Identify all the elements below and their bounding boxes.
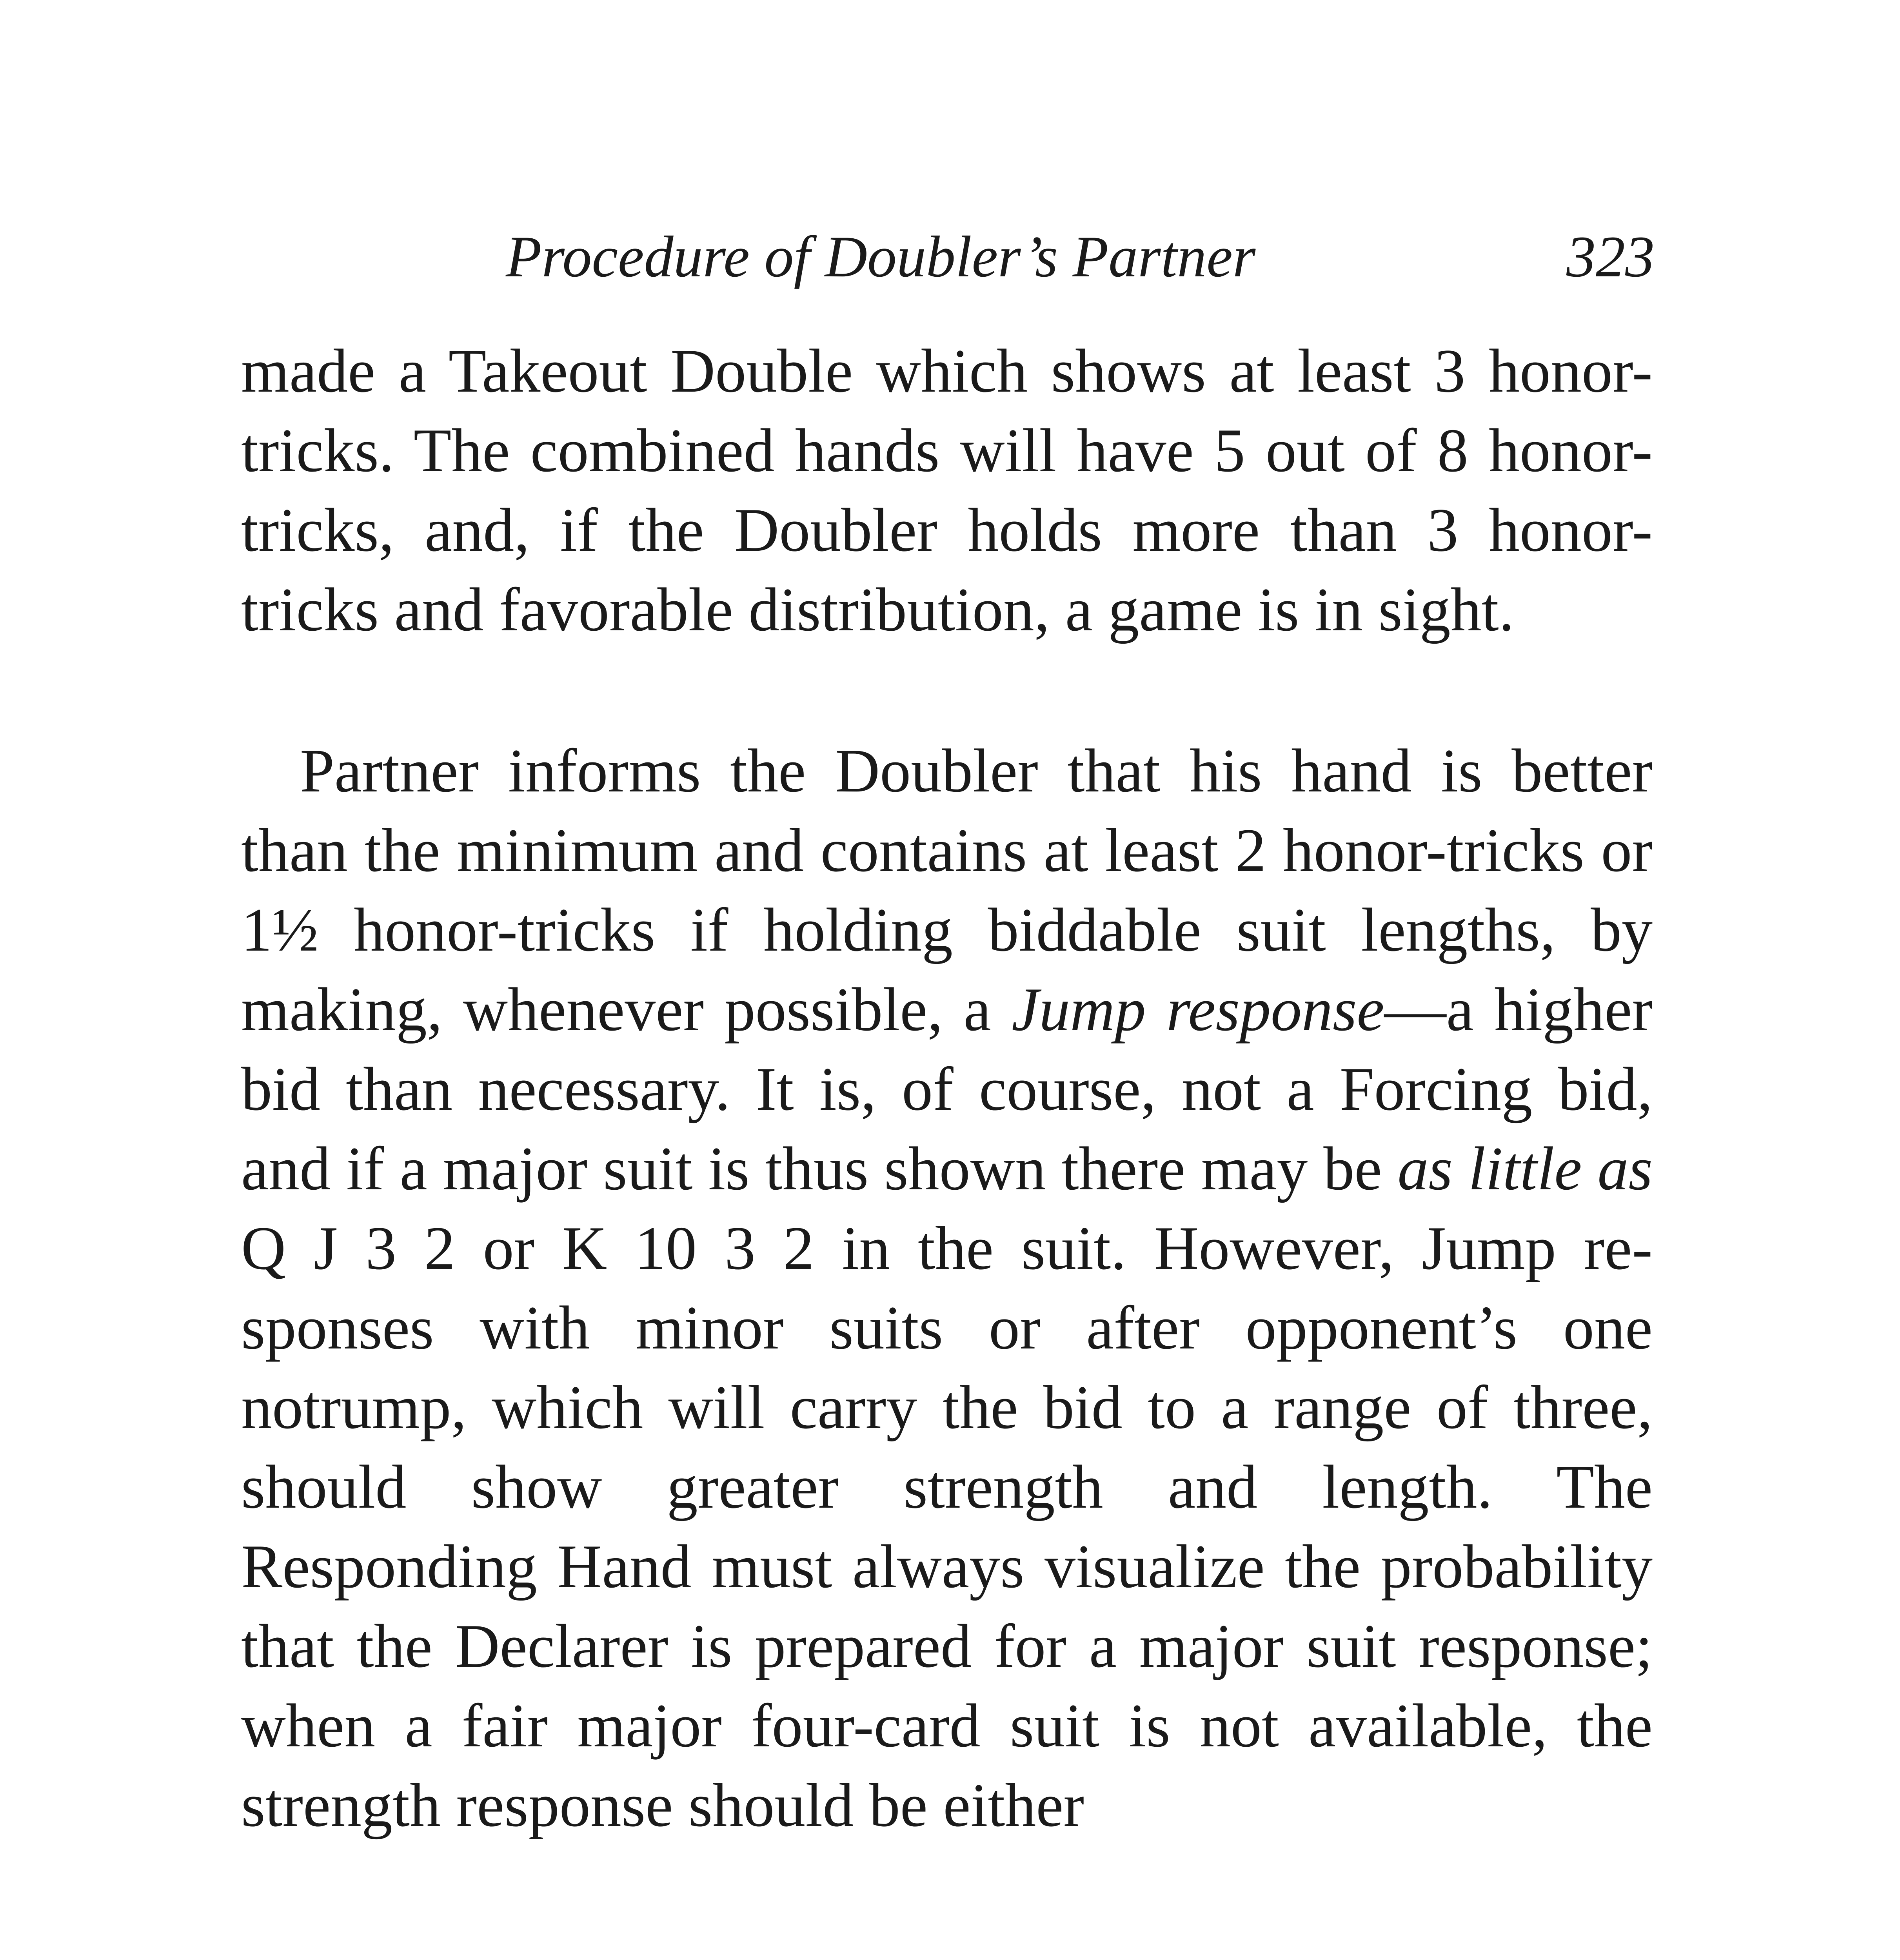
paragraph-continued: made a Takeout Double which shows at least 3 honor-tricks. The combined hands will have 5 out of 8 honor-tricks, and, if the Doubler holds more than 3 honor-tricks and favorable distribution, a game is in sight.: [241, 337, 1653, 644]
body-text-main: [241, 731, 1653, 1845]
paragraph-text-3: Q J 3 2 or K 10 3 2 in the suit. However, Jump responses with minor suits or after opponent’s one notrump, which will carry the bid to a range of three, should show greater strength and length. The Responding Hand must always visualize the probability that the Declarer is prepared for a major suit response; when a fair major four-card suit is not available, the strength response should be either: [241, 1214, 1653, 1840]
as-little-as-phrase: as little as: [1397, 1134, 1653, 1203]
paragraph-text-2: —a higher bid than necessary. It is, of course, not a Forcing bid, and if a major suit is thus shown there may be: [241, 975, 1653, 1203]
running-head: [506, 220, 1655, 294]
jump-response-term: Jump response: [1012, 975, 1384, 1044]
page-number: 323: [1566, 224, 1655, 289]
body-text-continuation: [241, 331, 1653, 650]
paragraph-text-1: Partner informs the Doubler that his hand is better than the minimum and contains at least 2 honor-tricks or 1½ honor-tricks if holding biddable suit lengths, by making, whenever possible, a: [241, 737, 1653, 1044]
running-title: Procedure of Doubler’s Partner: [506, 224, 1256, 289]
paragraph-jump-response: [241, 731, 1653, 1845]
